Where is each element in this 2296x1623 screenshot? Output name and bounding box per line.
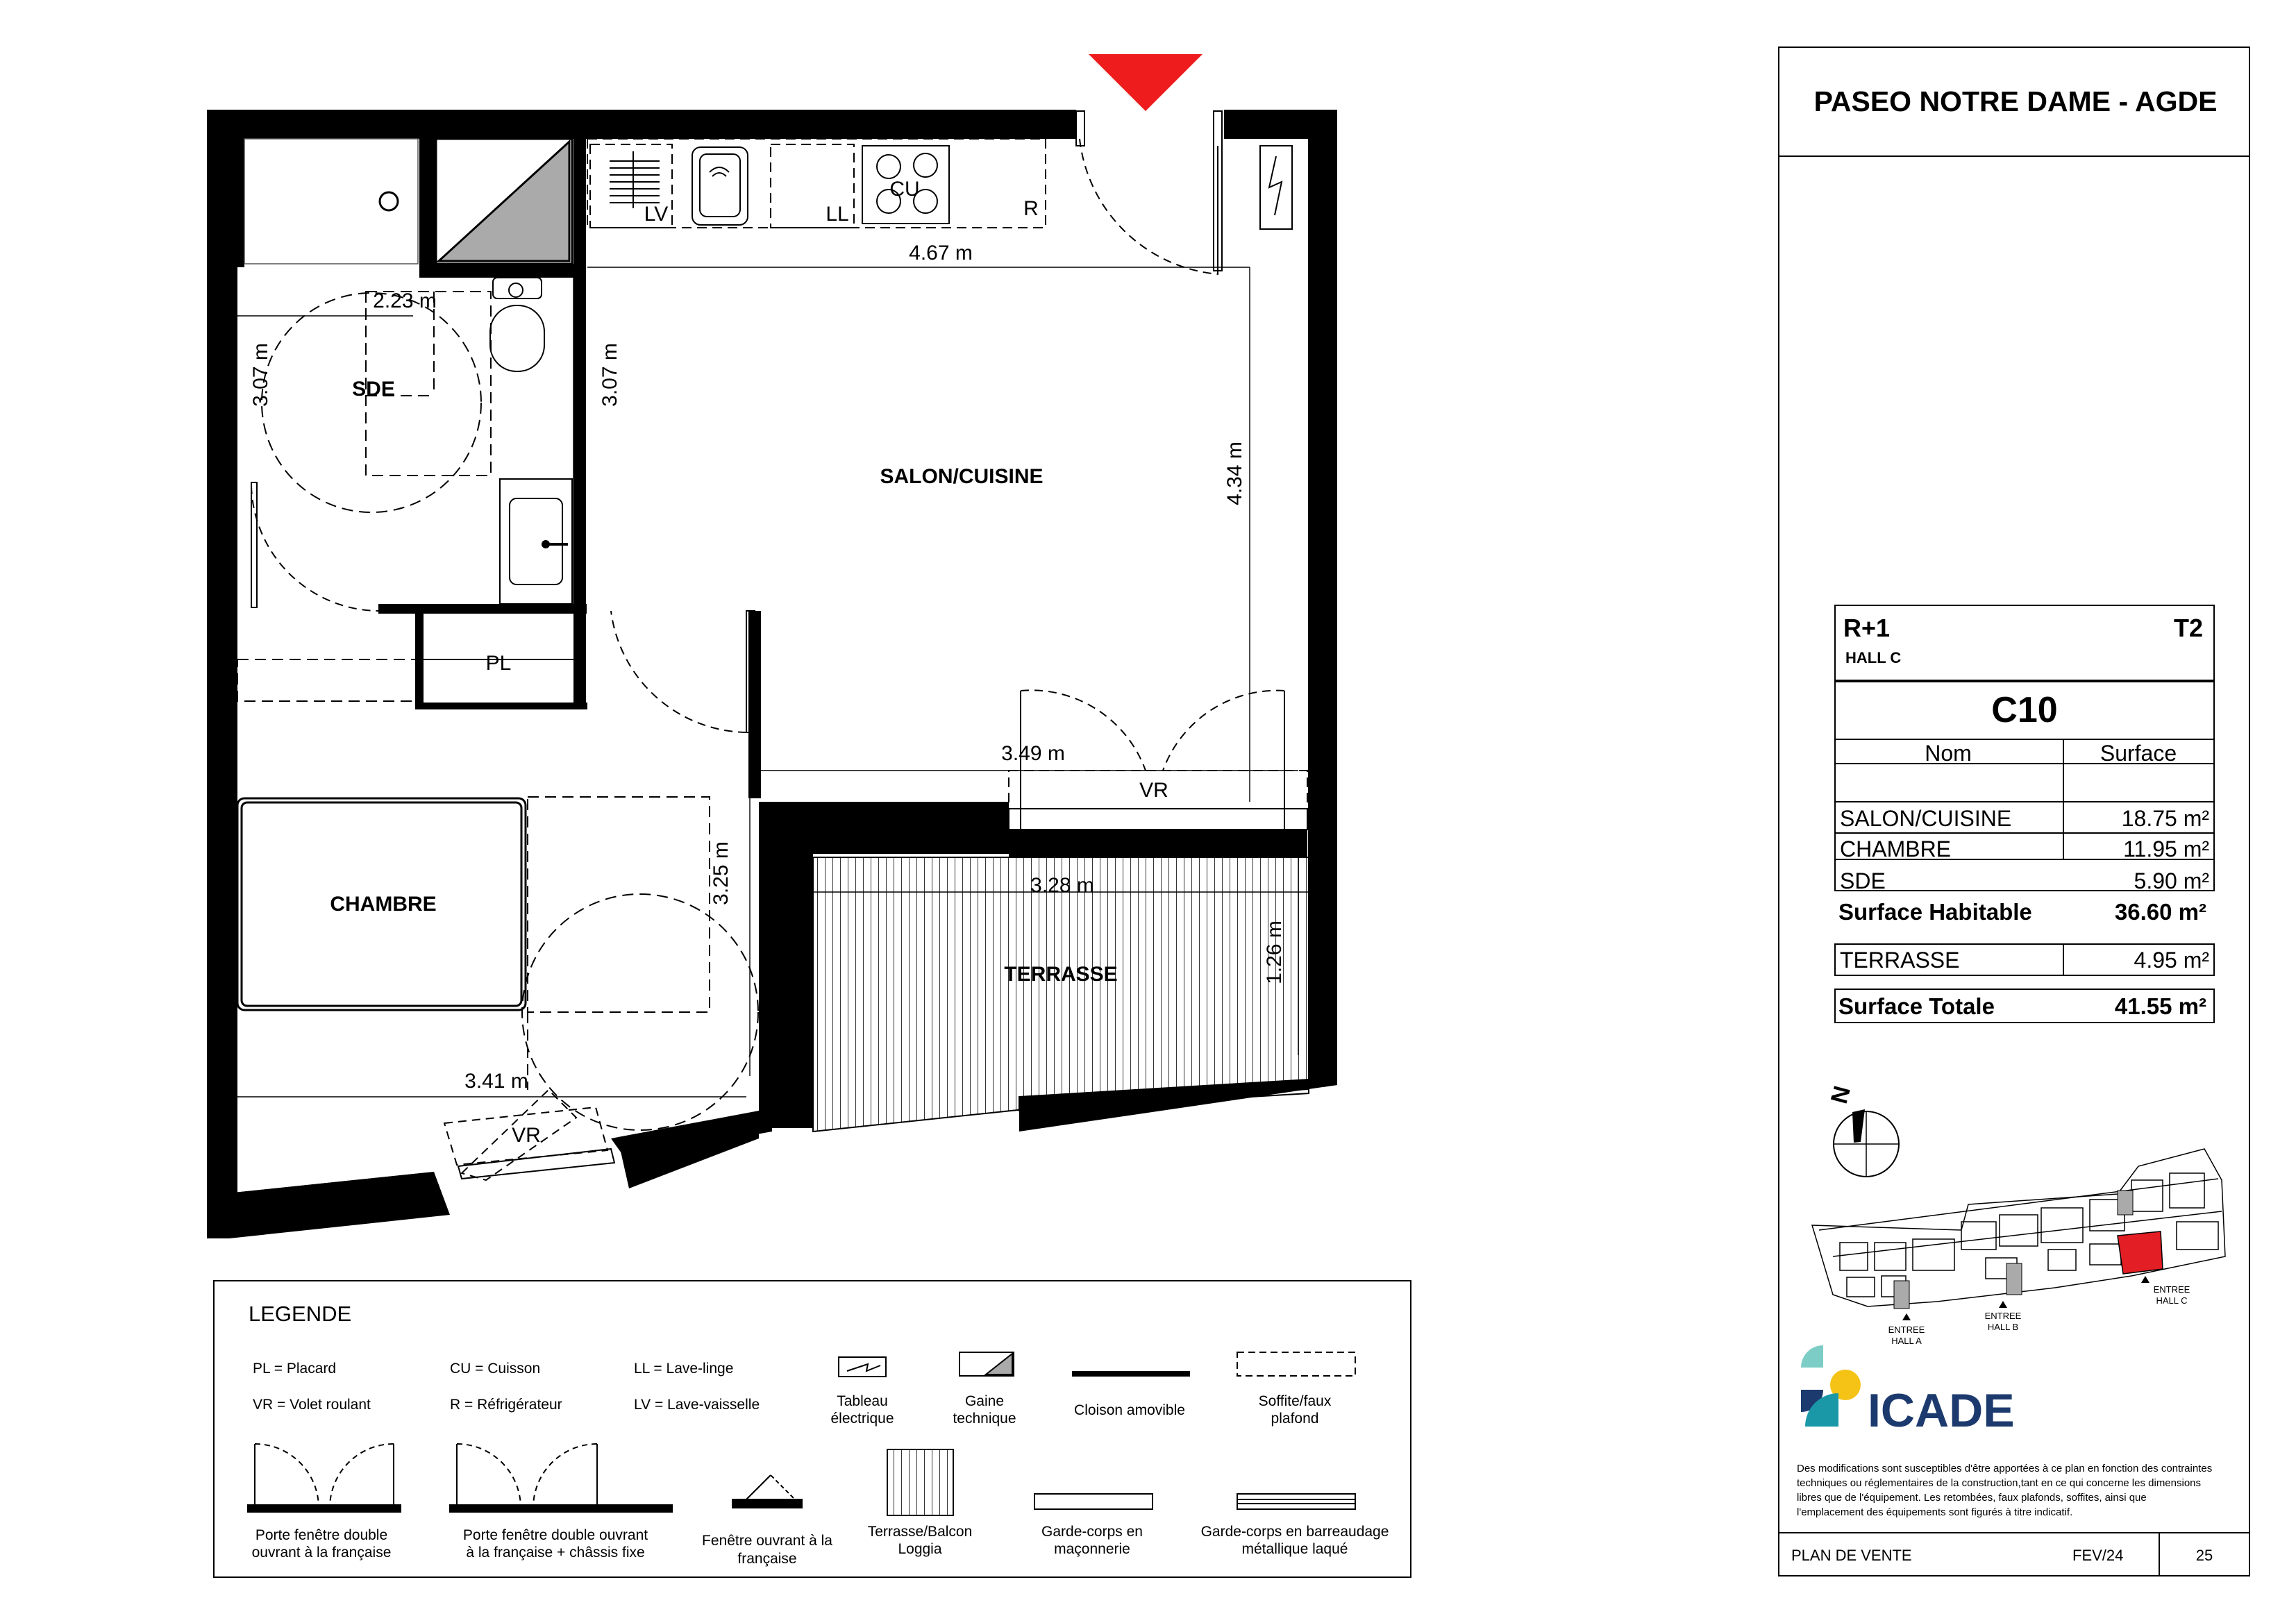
legend-tableau-2: électrique xyxy=(830,1411,894,1427)
legend-gc-bar-symbol xyxy=(1237,1494,1355,1509)
total-value: 41.55 m² xyxy=(2114,993,2206,1019)
legend-pf-chassis-2: à la française + châssis fixe xyxy=(466,1545,645,1561)
legend-cu: CU = Cuisson xyxy=(450,1361,541,1377)
dim-1-26: 1.26 m xyxy=(1263,920,1286,984)
entrance-marker xyxy=(1089,54,1203,111)
technical-shaft xyxy=(436,139,572,264)
col-surface: Surface xyxy=(2100,741,2177,766)
hall-a-label-1: ENTREE xyxy=(1888,1325,1925,1335)
dim-3-41: 3.41 m xyxy=(464,1070,528,1093)
legend-gaine-1: Gaine xyxy=(964,1393,1005,1409)
site-map-shafts xyxy=(1894,1191,2133,1309)
hall-a-label-2: HALL A xyxy=(1891,1336,1922,1346)
terrace-value: 4.95 m² xyxy=(2134,948,2209,973)
legend-tableau-1: Tableau xyxy=(837,1393,888,1409)
hall-c-label-1: ENTREE xyxy=(2153,1284,2190,1295)
dishwasher-lines xyxy=(610,151,660,208)
icade-logo-icon xyxy=(1801,1345,1861,1427)
legend-lv: LV = Lave-vaisselle xyxy=(634,1397,760,1413)
room-surface: 18.75 m² xyxy=(2121,806,2209,831)
legend-gaine-symbol xyxy=(960,1352,1014,1376)
legend-soffite-1: Soffite/faux xyxy=(1258,1393,1332,1409)
legend-soffite-symbol xyxy=(1237,1352,1355,1376)
legend-cloison: Cloison amovible xyxy=(1074,1402,1185,1418)
room-label-salon: SALON/CUISINE xyxy=(880,465,1044,488)
legend-terrasse-2: Loggia xyxy=(898,1541,942,1557)
site-map-unit-highlight xyxy=(2118,1231,2163,1274)
turning-circles xyxy=(237,292,758,1130)
hall-b-label-1: ENTREE xyxy=(1984,1311,2022,1321)
hall-c-label-2: HALL C xyxy=(2156,1295,2188,1306)
legend-vr: VR = Volet roulant xyxy=(253,1397,371,1413)
room-name: CHAMBRE xyxy=(1840,836,1952,861)
habitable-label: Surface Habitable xyxy=(1838,899,2032,925)
room-label-chambre: CHAMBRE xyxy=(330,893,437,916)
hall-b-label-2: HALL B xyxy=(1987,1322,2019,1332)
hall-labels xyxy=(1888,1284,2190,1346)
col-name: Nom xyxy=(1925,741,1972,766)
room-name: SALON/CUISINE xyxy=(1840,806,2012,831)
footer-doc: PLAN DE VENTE xyxy=(1791,1547,1912,1564)
terrace-label: TERRASSE xyxy=(1840,948,1960,973)
label-ll: LL xyxy=(826,203,849,226)
unit-level: R+1 xyxy=(1843,614,1891,642)
legend-terrasse-symbol xyxy=(887,1449,953,1515)
dim-3-28: 3.28 m xyxy=(1030,874,1094,897)
label-lv: LV xyxy=(644,203,669,226)
dim-4-34: 4.34 m xyxy=(1223,442,1246,505)
project-title: PASEO NOTRE DAME - AGDE xyxy=(1813,85,2218,117)
legend-gc-mac-1: Garde-corps en xyxy=(1041,1524,1143,1540)
legend-pf-double-2: ouvrant à la française xyxy=(251,1545,392,1561)
disclaimer: Des modifications sont susceptibles d'être apportées à ce plan en fonction des contraintes techniques ou réglementaires de la construction,tant en ce qui concerne les dimensions libres que de l'équipement. Les retombées, faux plafonds, soffites, ainsi que l'emplacement des équipements sont figurés à titre indicatif. xyxy=(1797,1463,2213,1518)
label-cu: CU xyxy=(889,178,920,201)
room-label-sde: SDE xyxy=(352,378,395,401)
legend-tableau-symbol xyxy=(839,1357,886,1377)
legend xyxy=(214,1281,1411,1577)
legend-fenetre-1: Fenêtre ouvrant à la xyxy=(702,1533,832,1549)
legend-gaine-2: technique xyxy=(953,1411,1016,1427)
hall-markers xyxy=(1902,1276,2150,1320)
legend-r: R = Réfrigérateur xyxy=(450,1397,562,1413)
habitable-value: 36.60 m² xyxy=(2114,899,2206,925)
legend-gc-mac-2: maçonnerie xyxy=(1054,1541,1130,1557)
legend-cloison-symbol xyxy=(1072,1371,1190,1377)
legend-gc-mac-symbol xyxy=(1034,1494,1153,1509)
total-label: Surface Totale xyxy=(1838,993,1995,1019)
legend-pl: PL = Placard xyxy=(253,1361,337,1377)
electrical-panel xyxy=(1260,146,1292,229)
dim-3-07-right: 3.07 m xyxy=(598,343,621,407)
room-name: SDE xyxy=(1840,868,1886,893)
legend-title: LEGENDE xyxy=(249,1302,352,1326)
room-surface: 11.95 m² xyxy=(2123,836,2209,861)
legend-pf-double-symbol xyxy=(248,1444,401,1512)
doors xyxy=(251,111,1307,833)
footer-date: FEV/24 xyxy=(2072,1547,2124,1564)
unit-type: T2 xyxy=(2173,614,2203,642)
compass-north-label: N xyxy=(1825,1083,1856,1107)
room-surface: 5.90 m² xyxy=(2134,868,2209,893)
brand-name: ICADE xyxy=(1868,1384,2015,1437)
unit-number: C10 xyxy=(1991,690,2058,730)
legend-soffite-2: plafond xyxy=(1271,1411,1319,1427)
dim-4-67: 4.67 m xyxy=(909,242,973,264)
legend-terrasse-1: Terrasse/Balcon xyxy=(867,1524,973,1540)
dim-2-23: 2.23 m xyxy=(373,289,437,312)
unit-hall: HALL C xyxy=(1845,649,1902,666)
label-pl: PL xyxy=(485,652,512,675)
dim-3-07-left: 3.07 m xyxy=(249,343,272,407)
legend-gc-bar-1: Garde-corps en barreaudage xyxy=(1200,1524,1389,1540)
legend-pf-double-1: Porte fenêtre double xyxy=(255,1527,388,1543)
legend-pf-chassis-symbol xyxy=(450,1444,672,1512)
dim-3-49: 3.49 m xyxy=(1001,742,1065,765)
terrace-opening xyxy=(1009,830,1307,838)
compass-icon xyxy=(1826,1083,1899,1177)
legend-fenetre-symbol xyxy=(732,1475,802,1508)
label-r: R xyxy=(1023,197,1039,220)
room-label-terrasse: TERRASSE xyxy=(1004,963,1118,986)
footer-page: 25 xyxy=(2195,1547,2213,1564)
label-vr-salon: VR xyxy=(1139,779,1168,802)
legend-pf-chassis-1: Porte fenêtre double ouvrant xyxy=(462,1527,648,1543)
legend-fenetre-2: française xyxy=(737,1551,797,1567)
legend-ll: LL = Lave-linge xyxy=(634,1361,734,1377)
legend-gc-bar-2: métallique laqué xyxy=(1241,1541,1348,1557)
dim-3-25: 3.25 m xyxy=(710,841,732,905)
label-vr-bedroom: VR xyxy=(512,1124,541,1147)
